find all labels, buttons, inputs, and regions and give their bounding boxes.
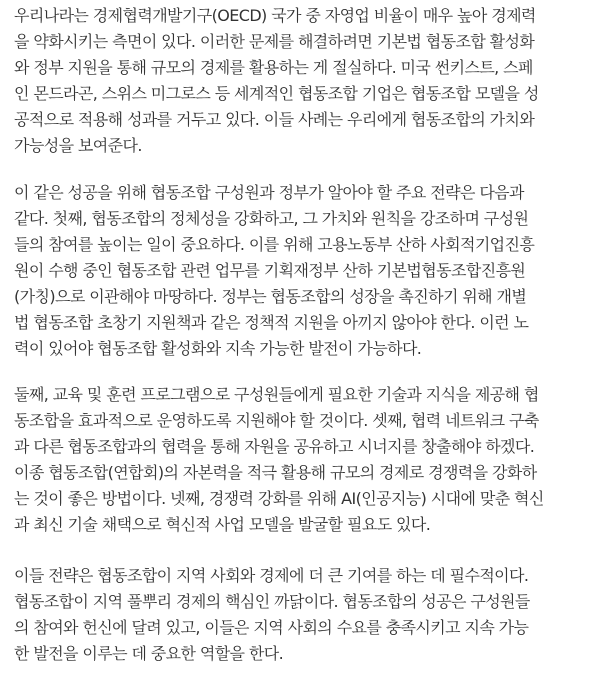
- paragraph-line: (가칭)으로 이관해야 마땅하다. 정부는 협동조합의 성장을 촉진하기 위해 개별: [14, 287, 527, 306]
- paragraph-line: 원이 수행 중인 협동조합 관련 업무를 기획재정부 산하 기본법협동조합진흥원: [14, 261, 526, 280]
- paragraph-line: 공적으로 적용해 성과를 거두고 있다. 이들 사례는 우리에게 협동조합의 가치와: [14, 110, 535, 129]
- paragraph-line: 을 약화시키는 측면이 있다. 이러한 문제를 해결하려면 기본법 협동조합 활성화: [14, 32, 535, 51]
- paragraph-3: [14, 382, 544, 538]
- paragraph-line: 우리나라는 경제협력개발기구(OECD) 국가 중 자영업 비율이 매우 높아 경제력: [14, 6, 536, 25]
- paragraph-line: 이 같은 성공을 위해 협동조합 구성원과 정부가 알아야 할 주요 전략은 다음과: [14, 183, 524, 202]
- paragraph-1: [14, 3, 539, 159]
- paragraph-line: 법 협동조합 초창기 지원책과 같은 정책적 지원을 아끼지 않아야 한다. 이런 노: [14, 313, 529, 332]
- paragraph-2: [14, 180, 534, 362]
- paragraph-line: 한 발전을 이루는 데 중요한 역할을 한다.: [14, 644, 284, 663]
- paragraph-line: 과 최신 기술 채택으로 혁신적 사업 모델을 발굴할 필요도 있다.: [14, 515, 431, 534]
- paragraph-line: 력이 있어야 협동조합 활성화와 지속 가능한 발전이 가능하다.: [14, 339, 422, 358]
- paragraph-line: 같다. 첫째, 협동조합의 정체성을 강화하고, 그 가치와 원칙을 강조하며 구성원: [14, 209, 529, 228]
- paragraph-line: 협동조합이 지역 풀뿌리 경제의 핵심인 까닭이다. 협동조합의 성공은 구성원들: [14, 592, 530, 611]
- paragraph-line: 둘째, 교육 및 훈련 프로그램으로 구성원들에게 필요한 기술과 지식을 제공해 협: [14, 385, 539, 404]
- paragraph-line: 의 참여와 헌신에 달려 있고, 이들은 지역 사회의 수요를 충족시키고 지속 가능: [14, 618, 529, 637]
- paragraph-line: 가능성을 보여준다.: [14, 136, 142, 155]
- paragraph-line: 는 것이 좋은 방법이다. 넷째, 경쟁력 강화를 위해 AI(인공지능) 시대에 맞춘 혁신: [14, 489, 544, 508]
- paragraph-line: 과 다른 협동조합과의 협력을 통해 자원을 공유하고 시너지를 창출해야 하겠다.: [14, 437, 535, 456]
- paragraph-line: 인 몬드라곤, 스위스 미그로스 등 세계적인 협동조합 기업은 협동조합 모델을 성: [14, 84, 539, 103]
- paragraph-4: [14, 563, 530, 667]
- paragraph-line: 이들 전략은 협동조합이 지역 사회와 경제에 더 큰 기여를 하는 데 필수적이다.: [14, 566, 529, 585]
- paragraph-line: 들의 참여를 높이는 일이 중요하다. 이를 위해 고용노동부 산하 사회적기업진흥: [14, 235, 535, 254]
- paragraph-line: 이종 협동조합(연합회)의 자본력을 적극 활용해 규모의 경제로 경쟁력을 강화하: [14, 463, 537, 482]
- paragraph-line: 동조합을 효과적으로 운영하도록 지원해야 할 것이다. 셋째, 협력 네트워크 구축: [14, 411, 539, 430]
- paragraph-line: 와 정부 지원을 통해 규모의 경제를 활용하는 게 절실하다. 미국 썬키스트, 스페: [14, 58, 533, 77]
